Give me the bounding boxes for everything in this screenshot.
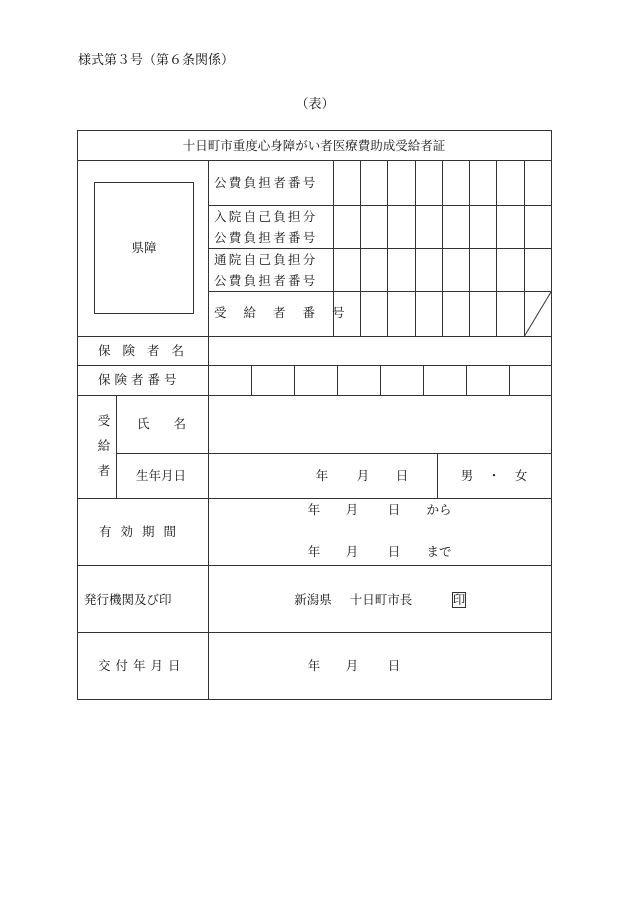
issue-date-label: 交付年月日	[98, 657, 186, 673]
birth-day-label: 日	[395, 467, 409, 483]
side-label: （表）	[295, 97, 335, 112]
insurer-number-label: 保険者番号	[98, 371, 181, 387]
recipient-label-char-1: 受	[97, 412, 111, 428]
issuer-mayor: 十日町市長	[349, 591, 413, 607]
outpatient-burden-number-label: 公費負担者番号	[214, 272, 318, 288]
valid-until-suffix: まで	[426, 543, 452, 559]
valid-from-suffix: から	[426, 501, 452, 517]
certificate-title: 十日町市重度心身障がい者医療費助成受給者証	[182, 137, 446, 153]
issuing-authority-label: 発行機関及び印	[84, 591, 172, 607]
birthdate-label: 生年月日	[136, 467, 187, 483]
birth-year-label: 年	[315, 467, 329, 483]
inpatient-burden-number-label: 公費負担者番号	[214, 229, 318, 245]
recipient-number-label: 受給者番号	[214, 304, 362, 320]
sex-separator: ・	[487, 467, 501, 483]
name-label: 氏名	[137, 415, 211, 431]
birth-month-label: 月	[356, 467, 370, 483]
stamp-label: 県障	[131, 239, 157, 255]
issuer-prefecture: 新潟県	[294, 591, 332, 607]
female-option: 女	[514, 467, 528, 483]
issue-day: 日	[387, 657, 401, 673]
recipient-label-char-3: 者	[97, 462, 111, 478]
valid-until-year: 年	[307, 543, 321, 559]
inpatient-share-label: 入院自己負担分	[214, 208, 318, 224]
form-number: 様式第３号（第６条関係）	[78, 53, 235, 68]
valid-until-day: 日	[387, 543, 401, 559]
male-option: 男	[460, 467, 474, 483]
outpatient-share-label: 通院自己負担分	[214, 251, 318, 267]
valid-from-year: 年	[307, 501, 321, 517]
recipient-label-char-2: 給	[97, 437, 111, 453]
issue-year: 年	[307, 657, 321, 673]
valid-from-day: 日	[387, 501, 401, 517]
public-burden-number-label: 公費負担者番号	[214, 174, 318, 190]
insurer-name-label: 保険者名	[98, 342, 197, 358]
valid-until-month: 月	[345, 543, 359, 559]
seal-mark: 印	[452, 591, 466, 607]
validity-period-label: 有効期間	[99, 523, 186, 539]
issue-month: 月	[345, 657, 359, 673]
valid-from-month: 月	[345, 501, 359, 517]
